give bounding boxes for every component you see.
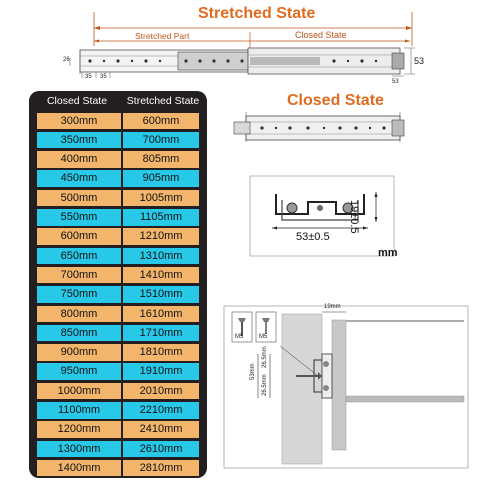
table-row	[29, 420, 207, 439]
stretched-state-cell: 1910mm	[123, 363, 199, 380]
stretched-state-cell: 2410mm	[123, 421, 199, 438]
closed-state-cell: 300mm	[37, 113, 121, 130]
stretched-state-cell: 805mm	[123, 151, 199, 168]
closed-state-cell: 1200mm	[37, 421, 121, 438]
dim-53-side-label: 53	[414, 56, 425, 66]
stretched-state-cell: 1410mm	[123, 267, 199, 284]
dim-35-label-b: 35	[100, 74, 107, 80]
stretched-state-cell: 1610mm	[123, 306, 199, 323]
table-row	[29, 188, 207, 207]
closed-state-cell: 1300mm	[37, 441, 121, 458]
dim-26-label: 26	[63, 57, 70, 63]
stretched-state-cell: 1310mm	[123, 248, 199, 265]
stretched-state-cell: 2010mm	[123, 383, 199, 400]
dim-53-bottom-label: 53	[392, 79, 399, 85]
stretched-state-cell: 700mm	[123, 132, 199, 149]
closed-state-cell: 1100mm	[37, 402, 121, 419]
table-row	[29, 381, 207, 400]
stretched-state-cell: 1105mm	[123, 209, 199, 226]
table-header	[29, 91, 207, 111]
closed-state-cell: 800mm	[37, 306, 121, 323]
cross-section-height-label: 19±0.5	[348, 200, 360, 234]
closed-state-cell: 500mm	[37, 190, 121, 207]
dim-35-label-a: 35	[85, 74, 92, 80]
table-row	[29, 439, 207, 458]
stretched-state-title: Stretched State	[198, 5, 316, 22]
table-row	[29, 304, 207, 323]
closed-state-cell: 850mm	[37, 325, 121, 342]
stretched-state-cell: 2810mm	[123, 460, 199, 477]
closed-state-title: Closed State	[287, 92, 384, 109]
closed-state-cell: 350mm	[37, 132, 121, 149]
table-row	[29, 362, 207, 381]
table-row	[29, 227, 207, 246]
mounting-diagram	[222, 300, 472, 470]
closed-state-cell: 1000mm	[37, 383, 121, 400]
table-row	[29, 130, 207, 149]
closed-state-cell: 450mm	[37, 170, 121, 187]
size-table	[29, 91, 207, 478]
closed-state-cell: 750mm	[37, 286, 121, 303]
cross-section-unit-label: mm	[378, 247, 398, 259]
cross-section-diagram	[248, 172, 398, 260]
table-row	[29, 285, 207, 304]
gap-19mm-label: 19mm	[324, 304, 341, 310]
table-row	[29, 246, 207, 265]
header-stretched-state: Stretched State	[126, 95, 200, 107]
stretched-state-cell: 1005mm	[123, 190, 199, 207]
stretched-state-cell: 905mm	[123, 170, 199, 187]
closed-slide-diagram	[228, 108, 418, 148]
stretched-state-cell: 1710mm	[123, 325, 199, 342]
stretched-state-cell: 1510mm	[123, 286, 199, 303]
closed-state-cell: 650mm	[37, 248, 121, 265]
table-row	[29, 400, 207, 419]
closed-state-cell: 1400mm	[37, 460, 121, 477]
stretched-state-cell: 2610mm	[123, 441, 199, 458]
table-row	[29, 323, 207, 342]
dim-26-5mm-bottom-label: 26.5mm	[262, 374, 268, 396]
table-row	[29, 343, 207, 362]
dim-53mm-label: 53mm	[250, 363, 256, 380]
table-row	[29, 150, 207, 169]
stretched-slide-diagram	[0, 0, 480, 92]
table-row	[29, 265, 207, 284]
table-row	[29, 207, 207, 226]
closed-state-cell: 550mm	[37, 209, 121, 226]
closed-state-cell: 400mm	[37, 151, 121, 168]
closed-state-dim-label: Closed State	[295, 30, 347, 40]
closed-state-cell: 950mm	[37, 363, 121, 380]
screw-m5-label-2: M5	[259, 334, 268, 340]
screw-m5-label-1: M5	[235, 334, 244, 340]
stretched-state-cell: 1810mm	[123, 344, 199, 361]
table-row	[29, 458, 207, 477]
stretched-state-cell: 2210mm	[123, 402, 199, 419]
stretched-part-label: Stretched Part	[135, 31, 190, 41]
header-closed-state: Closed State	[46, 95, 108, 107]
cross-section-width-label: 53±0.5	[296, 231, 330, 243]
table-row	[29, 169, 207, 188]
stretched-state-cell: 1210mm	[123, 228, 199, 245]
dim-26-5mm-top-label: 26.5mm	[262, 346, 268, 368]
stretched-state-cell: 600mm	[123, 113, 199, 130]
table-rows	[29, 111, 207, 478]
table-row	[29, 111, 207, 130]
closed-state-cell: 600mm	[37, 228, 121, 245]
closed-state-cell: 900mm	[37, 344, 121, 361]
closed-state-cell: 700mm	[37, 267, 121, 284]
